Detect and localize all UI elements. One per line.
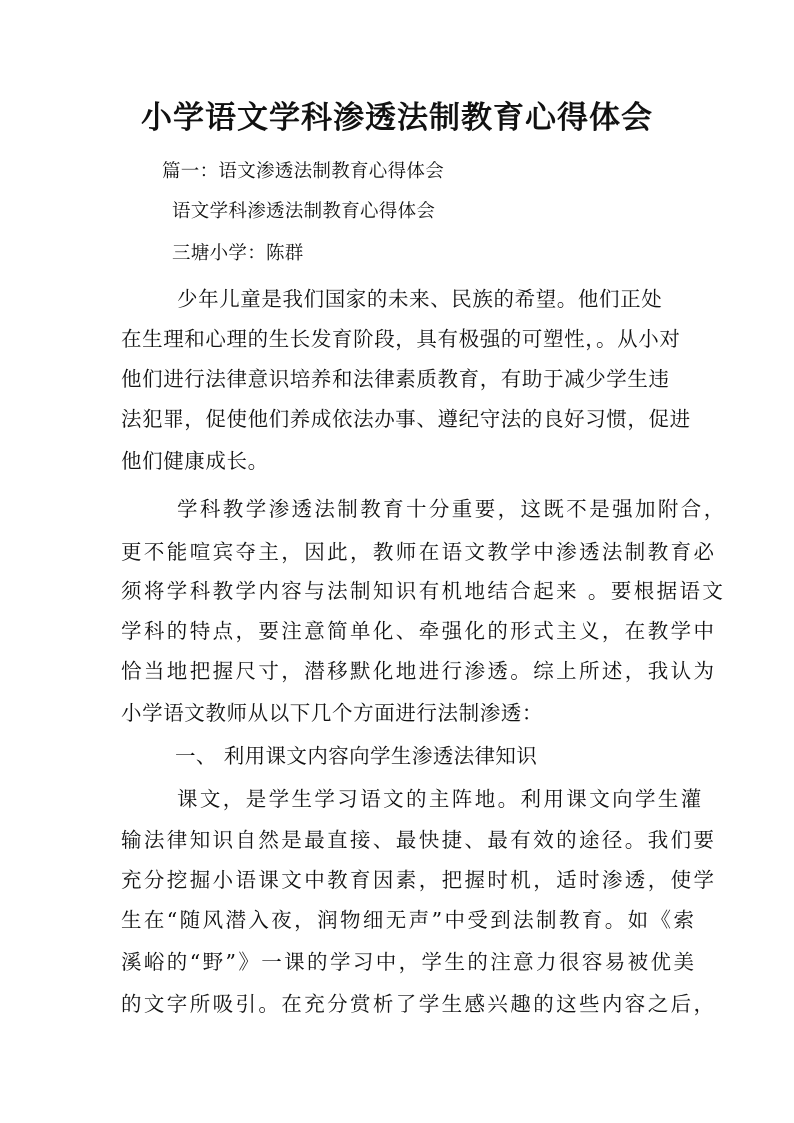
document-title: 小学语文学科渗透法制教育心得体会	[141, 100, 653, 136]
paragraph-3-line-5: 溪峪的“野”》一课的学习中，学生的注意力很容易被优美	[121, 950, 697, 974]
paragraph-3-line-3: 充分挖掘小语课文中教育因素，把握时机，适时渗透，使学	[121, 868, 717, 892]
paragraph-2-line-4: 学科的特点，要注意简单化、牵强化的形式主义，在教学中	[121, 619, 717, 643]
subtitle: 语文学科渗透法制教育心得体会	[172, 201, 436, 222]
author-line: 三塘小学：陈群	[172, 243, 304, 264]
paragraph-2-line-2: 更不能喧宾夺主，因此，教师在语文教学中渗透法制教育必	[121, 540, 717, 564]
paragraph-1-line-5: 他们健康成长。	[121, 449, 269, 473]
paragraph-2-line-3: 须将学科教学内容与法制知识有机地结合起来 。要根据语文	[121, 579, 726, 603]
paragraph-1-line-3: 他们进行法律意识培养和法律素质教育，有助于减少学生违	[121, 367, 670, 391]
paragraph-3-line-2: 输法律知识自然是最直接、最快捷、最有效的途径。我们要	[121, 828, 717, 852]
paragraph-2-line-5: 恰当地把握尺寸，潜移默化地进行渗透。综上所述，我认为	[121, 659, 717, 683]
chapter-heading: 篇一：语文渗透法制教育心得体会	[162, 161, 445, 182]
paragraph-3-line-6: 的文字所吸引。在充分赏析了学生感兴趣的这些内容之后，	[121, 992, 717, 1016]
paragraph-3-line-4: 生在“随风潜入夜，润物细无声”中受到法制教育。如《索	[121, 908, 697, 932]
paragraph-2-line-1: 学科教学渗透法制教育十分重要，这既不是强加附合，	[177, 497, 727, 521]
paragraph-2-line-6: 小学语文教师从以下几个方面进行法制渗透：	[121, 701, 543, 725]
paragraph-3-line-1: 课文，是学生学习语文的主阵地。利用课文向学生灌	[177, 787, 704, 811]
section-one-heading: 一、 利用课文内容向学生渗透法律知识	[175, 744, 538, 768]
paragraph-1-line-4: 法犯罪，促使他们养成依法办事、遵纪守法的良好习惯，促进	[121, 407, 691, 431]
paragraph-1-line-1: 少年儿童是我们国家的未来、民族的希望。他们正处	[177, 287, 663, 311]
paragraph-1-line-2: 在生理和心理的生长发育阶段，具有极强的可塑性，。从小对	[121, 327, 681, 351]
